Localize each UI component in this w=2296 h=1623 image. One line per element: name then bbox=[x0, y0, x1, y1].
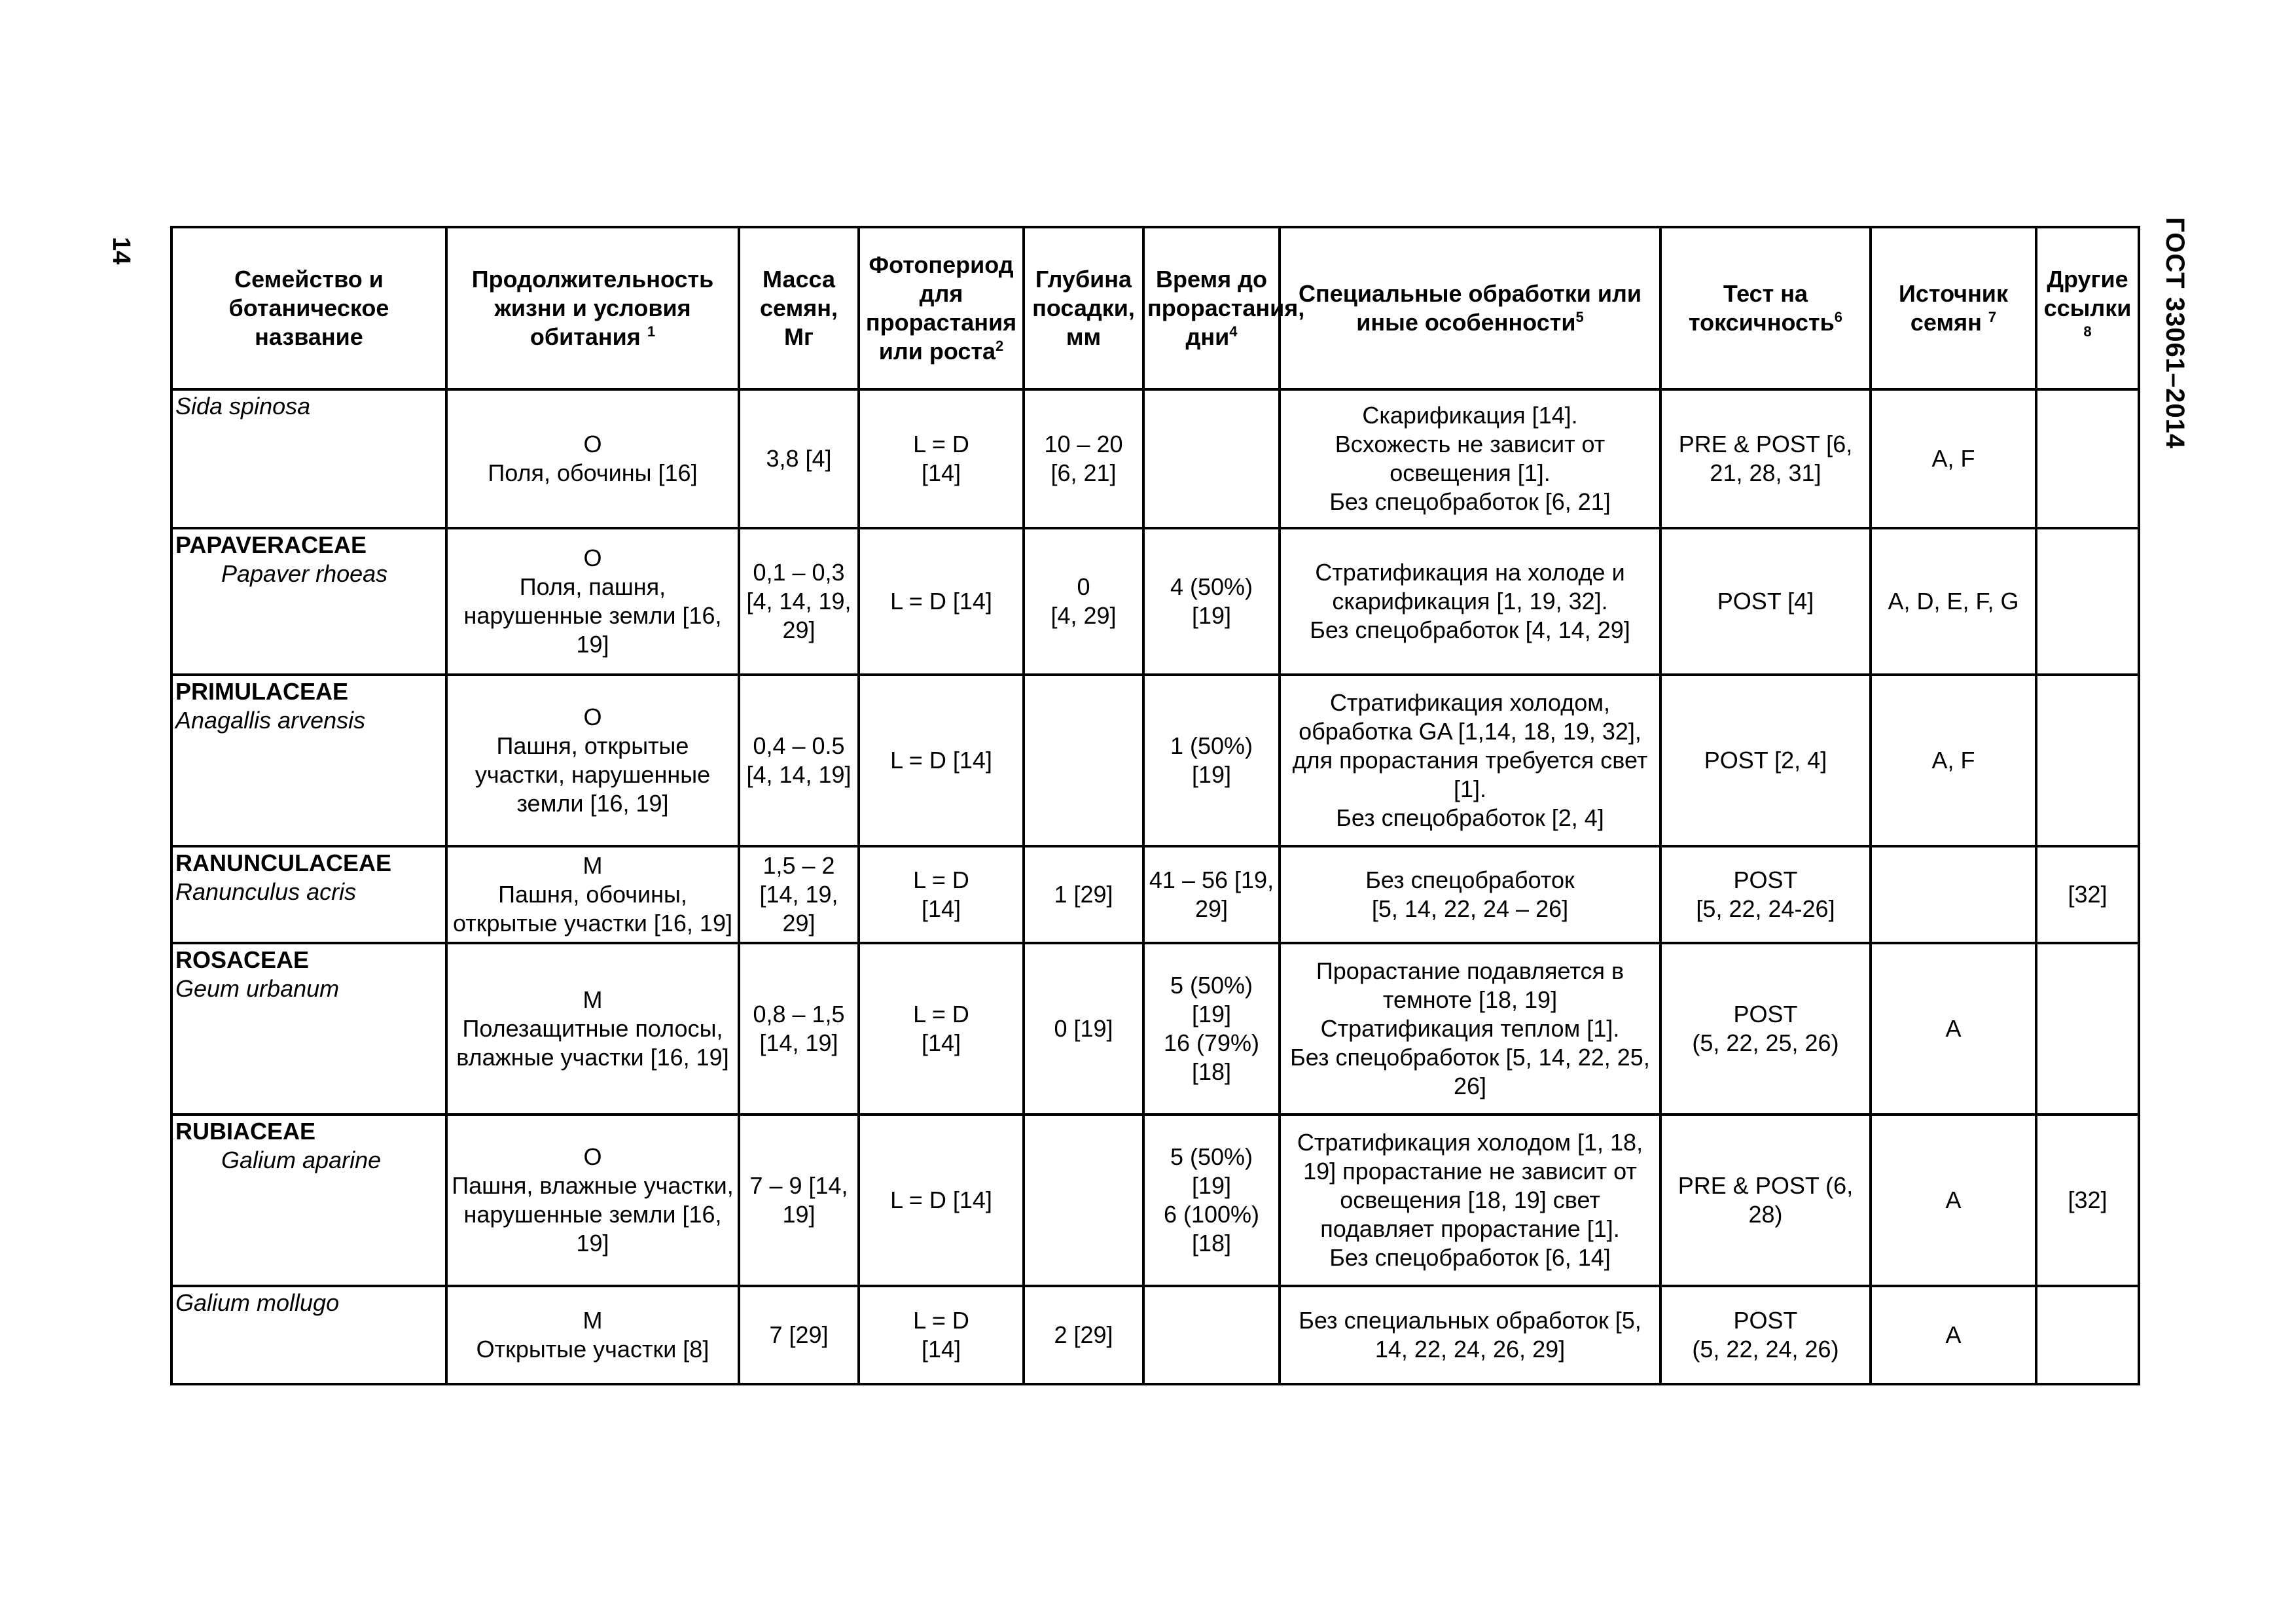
cell-time: 5 (50%) [19] 6 (100%) [18] bbox=[1143, 1115, 1280, 1286]
cell-depth: 0 [4, 29] bbox=[1024, 528, 1143, 675]
cell-special: Прорастание подавляется в темноте [18, 19] Стратификация теплом [1]. Без спецобработок [5, 14, 22, 25, 26] bbox=[1280, 943, 1660, 1115]
cell-life: М Открытые участки [8] bbox=[446, 1286, 739, 1384]
cell-tox: PRE & POST [6, 21, 28, 31] bbox=[1660, 389, 1871, 528]
cell-depth: 0 [19] bbox=[1024, 943, 1143, 1115]
cell-mass: 7 – 9 [14, 19] bbox=[739, 1115, 859, 1286]
table-row bbox=[171, 943, 2139, 1115]
species-name: Galium mollugo bbox=[175, 1289, 340, 1316]
family-name: PRIMULACEAE bbox=[175, 678, 349, 705]
header-source: Источник семян $^7$ bbox=[1871, 227, 2036, 389]
cell-mass: 0,1 – 0,3 [4, 14, 19, 29] bbox=[739, 528, 859, 675]
header-photoperiod: Фотопериод для прорастания или роста$^2$ bbox=[859, 227, 1024, 389]
cell-photo: L = D [14] bbox=[859, 943, 1024, 1115]
cell-other: [32] bbox=[2036, 846, 2139, 943]
cell-name bbox=[171, 943, 446, 1115]
cell-special: Без специальных обработок [5, 14, 22, 24, 26, 29] bbox=[1280, 1286, 1660, 1384]
cell-time: 5 (50%) [19] 16 (79%) [18] bbox=[1143, 943, 1280, 1115]
standard-code: ГОСТ 33061–2014 bbox=[2161, 217, 2189, 450]
family-name: ROSACEAE bbox=[175, 946, 310, 973]
cell-source bbox=[1871, 846, 2036, 943]
header-row bbox=[171, 227, 2139, 389]
cell-time: 1 (50%) [19] bbox=[1143, 675, 1280, 846]
cell-life: О Поля, пашня, нарушенные земли [16, 19] bbox=[446, 528, 739, 675]
cell-special: Стратификация холодом, обработка GA [1,14, 18, 19, 32], для прорастания требуется свет [1]. Без спецобработок [2, 4] bbox=[1280, 675, 1660, 846]
cell-life: М Пашня, обочины, открытые участки [16, 19] bbox=[446, 846, 739, 943]
table-body bbox=[171, 389, 2139, 1384]
cell-time: 4 (50%) [19] bbox=[1143, 528, 1280, 675]
cell-other: [32] bbox=[2036, 1115, 2139, 1286]
family-name: RUBIACEAE bbox=[175, 1118, 316, 1145]
header-name: Семейство и ботаническое название bbox=[171, 227, 446, 389]
cell-mass: 0,4 – 0.5 [4, 14, 19] bbox=[739, 675, 859, 846]
family-name: PAPAVERACEAE bbox=[175, 531, 367, 558]
cell-tox: POST (5, 22, 25, 26) bbox=[1660, 943, 1871, 1115]
cell-photo: L = D [14] bbox=[859, 528, 1024, 675]
cell-life: О Поля, обочины [16] bbox=[446, 389, 739, 528]
cell-time bbox=[1143, 389, 1280, 528]
cell-time bbox=[1143, 1286, 1280, 1384]
species-name: Sida spinosa bbox=[175, 393, 311, 419]
cell-photo: L = D [14] bbox=[859, 389, 1024, 528]
header-time: Время до прорастания, дни$^4$ bbox=[1143, 227, 1280, 389]
cell-mass: 0,8 – 1,5 [14, 19] bbox=[739, 943, 859, 1115]
cell-source: A, F bbox=[1871, 675, 2036, 846]
cell-source: A bbox=[1871, 943, 2036, 1115]
cell-name bbox=[171, 846, 446, 943]
cell-name bbox=[171, 389, 446, 528]
seed-table bbox=[170, 226, 2140, 1385]
header-other: Другие ссылки $^8$ bbox=[2036, 227, 2139, 389]
cell-other bbox=[2036, 1286, 2139, 1384]
cell-special: Стратификация на холоде и скарификация [1, 19, 32]. Без спецобработок [4, 14, 29] bbox=[1280, 528, 1660, 675]
cell-source: A, D, E, F, G bbox=[1871, 528, 2036, 675]
cell-mass: 7 [29] bbox=[739, 1286, 859, 1384]
cell-name bbox=[171, 528, 446, 675]
table-row bbox=[171, 675, 2139, 846]
header-special: Специальные обработки или иные особенности$^5$ bbox=[1280, 227, 1660, 389]
cell-special: Стратификация холодом [1, 18, 19] прорастание не зависит от освещения [18, 19] свет подавляет прорастание [1]. Без спецобработок [6, 14] bbox=[1280, 1115, 1660, 1286]
cell-depth: 2 [29] bbox=[1024, 1286, 1143, 1384]
header-depth: Глубина посадки, мм bbox=[1024, 227, 1143, 389]
cell-time: 41 – 56 [19, 29] bbox=[1143, 846, 1280, 943]
table-row bbox=[171, 1286, 2139, 1384]
cell-tox: POST [2, 4] bbox=[1660, 675, 1871, 846]
cell-depth: 10 – 20 [6, 21] bbox=[1024, 389, 1143, 528]
cell-tox: POST [4] bbox=[1660, 528, 1871, 675]
species-name: Geum urbanum bbox=[175, 975, 340, 1002]
cell-special: Без спецобработок [5, 14, 22, 24 – 26] bbox=[1280, 846, 1660, 943]
species-name: Ranunculus acris bbox=[175, 878, 357, 905]
cell-tox: PRE & POST (6, 28) bbox=[1660, 1115, 1871, 1286]
table-row bbox=[171, 846, 2139, 943]
cell-name bbox=[171, 1286, 446, 1384]
species-name: Galium aparine bbox=[221, 1147, 382, 1173]
cell-tox: POST [5, 22, 24-26] bbox=[1660, 846, 1871, 943]
cell-name bbox=[171, 675, 446, 846]
table-row bbox=[171, 389, 2139, 528]
page-number: 14 bbox=[107, 237, 135, 265]
cell-depth bbox=[1024, 675, 1143, 846]
cell-source: A bbox=[1871, 1286, 2036, 1384]
cell-photo: L = D [14] bbox=[859, 1286, 1024, 1384]
cell-mass: 1,5 – 2 [14, 19, 29] bbox=[739, 846, 859, 943]
cell-other bbox=[2036, 675, 2139, 846]
header-mass: Масса семян, Мг bbox=[739, 227, 859, 389]
header-life: Продолжительность жизни и условия обитания $^1$ bbox=[446, 227, 739, 389]
table-row bbox=[171, 1115, 2139, 1286]
species-name: Papaver rhoeas bbox=[221, 560, 388, 587]
cell-photo: L = D [14] bbox=[859, 1115, 1024, 1286]
header-toxicity: Тест на токсичность$^6$ bbox=[1660, 227, 1871, 389]
cell-life: М Полезащитные полосы, влажные участки [16, 19] bbox=[446, 943, 739, 1115]
cell-other bbox=[2036, 943, 2139, 1115]
cell-life: О Пашня, влажные участки, нарушенные земли [16, 19] bbox=[446, 1115, 739, 1286]
family-name: RANUNCULACEAE bbox=[175, 849, 391, 876]
cell-life: О Пашня, открытые участки, нарушенные земли [16, 19] bbox=[446, 675, 739, 846]
table-row bbox=[171, 528, 2139, 675]
cell-name bbox=[171, 1115, 446, 1286]
cell-other bbox=[2036, 528, 2139, 675]
cell-special: Скарификация [14]. Всхожесть не зависит от освещения [1]. Без спецобработок [6, 21] bbox=[1280, 389, 1660, 528]
species-name: Anagallis arvensis bbox=[175, 707, 366, 734]
cell-other bbox=[2036, 389, 2139, 528]
cell-depth: 1 [29] bbox=[1024, 846, 1143, 943]
cell-source: A bbox=[1871, 1115, 2036, 1286]
cell-depth bbox=[1024, 1115, 1143, 1286]
cell-photo: L = D [14] bbox=[859, 675, 1024, 846]
cell-tox: POST (5, 22, 24, 26) bbox=[1660, 1286, 1871, 1384]
cell-mass: 3,8 [4] bbox=[739, 389, 859, 528]
cell-source: A, F bbox=[1871, 389, 2036, 528]
cell-photo: L = D [14] bbox=[859, 846, 1024, 943]
